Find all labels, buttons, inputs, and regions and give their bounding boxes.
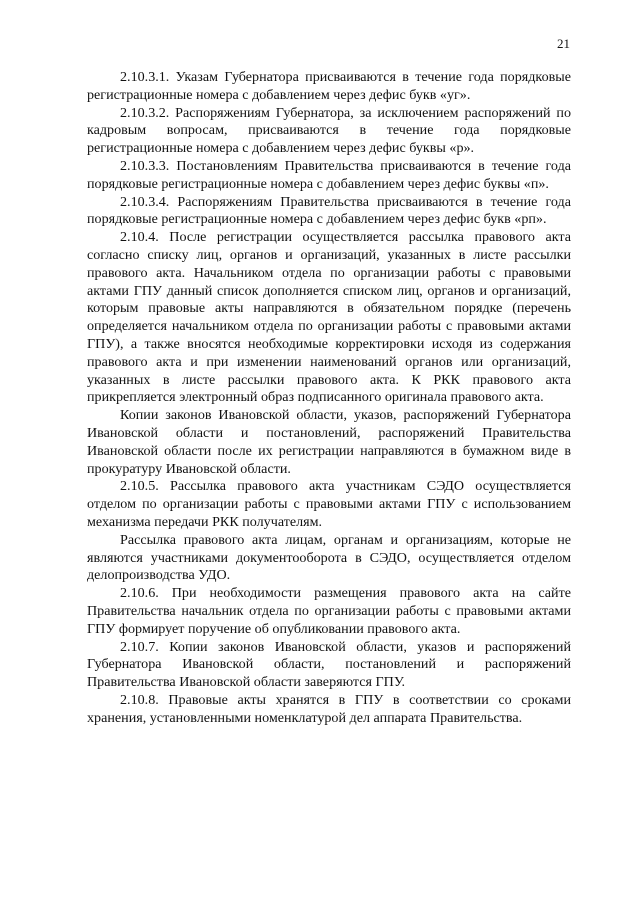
paragraph-mailing-non-participants: Рассылка правового акта лицам, органам и организациям, которые не являются участниками документооборота в СЭДО, осуществляется отделом делопроизводства УДО. [87,531,571,584]
paragraph-copies-prosecutor: Копии законов Ивановской области, указов, распоряжений Губернатора Ивановской области и постановлений, распоряжений Правительства Ивановской области после их регистрации направляются в бумажном виде в прокуратуру Ивановской области. [87,407,571,477]
paragraph-2-10-6: 2.10.6. При необходимости размещения правового акта на сайте Правительства начальник отдела по организации работы с правовыми актами ГПУ формирует поручение об опубликовании правового акта. [87,585,571,637]
paragraph-2-10-5: 2.10.5. Рассылка правового акта участникам СЭДО осуществляется отделом по организации работы с правовыми актами ГПУ с использованием механизма передачи РКК получателям. [87,478,571,530]
paragraph-2-10-3-3: 2.10.3.3. Постановлениям Правительства присваиваются в течение года порядковые регистрационные номера с добавлением через дефис буквы «п». [87,157,571,192]
paragraph-2-10-3-2: 2.10.3.2. Распоряжениям Губернатора, за исключением распоряжений по кадровым вопросам, присваиваются в течение года порядковые регистрационные номера с добавлением через дефис буквы «р». [87,104,571,157]
page-number: 21 [557,36,570,51]
paragraph-2-10-4: 2.10.4. После регистрации осуществляется рассылка правового акта согласно списку лиц, органов и организаций, указанных в листе рассылки правового акта. Начальником отдела по организации работы с правовыми актами ГПУ данный список дополняется списком лиц, органов и организаций, которым правовые акты направляются в обязательном порядке (перечень определяется начальником отдела по организации работы с правовыми актами ГПУ), а также вносятся необходимые корректировки исходя из содержания правового акта и при изменении наименований органов или организаций, указанных в листе рассылки правового акта. К РКК правового акта прикрепляется электронный образ подписанного оригинала правового акта. [87,229,571,406]
paragraph-2-10-8: 2.10.8. Правовые акты хранятся в ГПУ в соответствии со сроками хранения, установленными номенклатурой дел аппарата Правительства. [87,691,571,726]
document-body [87,69,571,727]
paragraph-2-10-3-4: 2.10.3.4. Распоряжениям Правительства присваиваются в течение года порядковые регистрационные номера с добавлением через дефис букв «рп». [87,193,571,228]
paragraph-2-10-7: 2.10.7. Копии законов Ивановской области, указов и распоряжений Губернатора Ивановской области, постановлений и распоряжений Правительства Ивановской области заверяются ГПУ. [87,638,571,691]
paragraph-2-10-3-1: 2.10.3.1. Указам Губернатора присваиваются в течение года порядковые регистрационные номера с добавлением через дефис букв «уг». [87,69,571,103]
